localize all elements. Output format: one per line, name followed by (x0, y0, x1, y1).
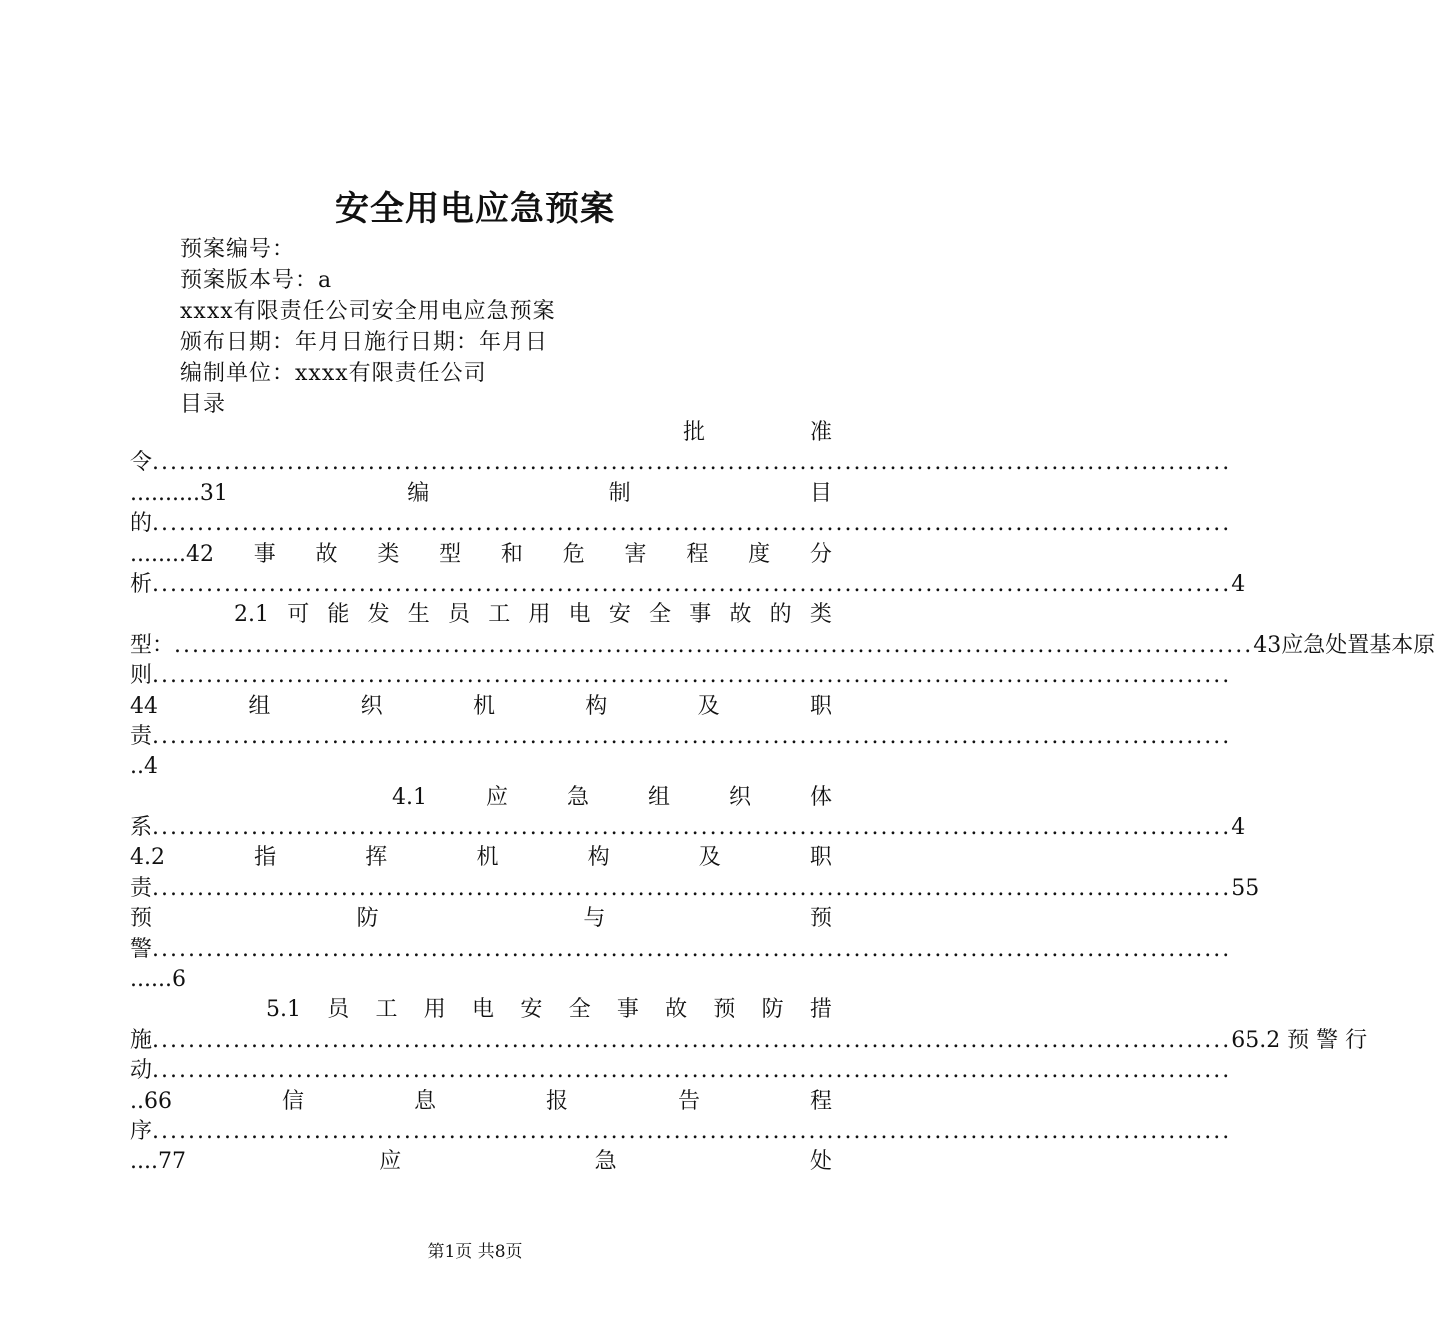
toc-char: 报 (545, 1088, 568, 1114)
toc-char: 应 (379, 1149, 402, 1175)
toc-char: 预 (809, 906, 832, 932)
toc-entry-text: 警 (130, 936, 153, 962)
plan-number: 预案编号： (180, 237, 296, 262)
toc-row (130, 783, 832, 813)
toc-char: 可 (287, 602, 310, 628)
toc-char: 和 (500, 541, 523, 567)
toc-char: 措 (809, 997, 832, 1023)
toc-row (130, 1117, 1232, 1147)
toc-char: 批 (683, 420, 706, 445)
toc-page-number: ........42 (130, 541, 214, 567)
toc-char: 构 (587, 845, 610, 871)
toc-page-number: 44 (130, 693, 158, 719)
toc-page-number: 4 (1231, 571, 1246, 597)
toc-entry-text: 的 (130, 511, 153, 537)
toc-char: 工 (375, 997, 398, 1023)
toc-row (130, 722, 1232, 752)
toc-row (130, 935, 1232, 965)
toc-row (130, 752, 832, 782)
toc-entry-text: 动 (130, 1058, 153, 1084)
toc-char: 类 (377, 541, 400, 567)
toc-char: 电 (472, 997, 495, 1023)
toc-char: 职 (809, 693, 832, 719)
document-title: 安全用电应急预案 (335, 189, 615, 229)
toc-leader-dots: ........................................................................................................................ (152, 723, 1232, 749)
toc-char: 员 (448, 602, 471, 628)
toc-char: 应 (485, 784, 508, 810)
toc-char: 危 (562, 541, 585, 567)
toc-char: 防 (761, 997, 784, 1023)
toc-row (130, 418, 832, 448)
toc-row (130, 1056, 1232, 1086)
toc-char: 机 (472, 693, 495, 719)
toc-row (130, 631, 1435, 661)
toc-entry-text: 令 (130, 450, 153, 476)
toc-row (130, 813, 1246, 843)
toc-row (130, 995, 832, 1025)
toc-page-number: ..........31 (130, 480, 228, 506)
toc-char: 机 (476, 845, 499, 871)
toc-row (130, 843, 832, 873)
toc-entry-text: 责 (130, 723, 153, 749)
toc-char: 事 (253, 541, 276, 567)
toc-page-number: 4 (1231, 815, 1246, 841)
toc-char: 电 (568, 602, 591, 628)
plan-dates: 颁布日期：年月日施行日期：年月日 (180, 330, 549, 355)
toc-row (130, 904, 832, 934)
toc-page-number: ....77 (130, 1149, 186, 1175)
toc-row (130, 1026, 1368, 1056)
toc-leader-dots: ........................................................................................................................ (152, 875, 1232, 901)
toc-char: 织 (360, 693, 383, 719)
toc-leader-dots: ........................................................................................................................ (152, 571, 1232, 597)
toc-char: 事 (689, 602, 712, 628)
toc-char: 事 (616, 997, 639, 1023)
toc-char: 体 (809, 784, 832, 810)
toc-page-number: ......6 (130, 967, 186, 993)
toc-char: 类 (809, 602, 832, 628)
toc-page-number: 55 (1231, 875, 1260, 901)
toc-leader-dots: ........................................................................................................................ (152, 1118, 1232, 1144)
toc-row (130, 600, 832, 630)
toc-entry-text: 析 (130, 571, 153, 597)
toc-char: 息 (413, 1088, 436, 1114)
table-of-contents (130, 418, 1435, 1178)
toc-char: 用 (528, 602, 551, 628)
toc-page-number: 2.1 (234, 602, 269, 628)
toc-leader-dots: ........................................................................................................................ (152, 1058, 1232, 1084)
toc-char: 员 (327, 997, 350, 1023)
toc-char: 故 (665, 997, 688, 1023)
document-meta (180, 234, 556, 420)
toc-entry-text: 型： (130, 632, 175, 658)
toc-char: 处 (809, 1149, 832, 1175)
toc-char: 预 (130, 906, 153, 932)
toc-char: 的 (769, 602, 792, 628)
toc-char: 分 (809, 541, 832, 567)
toc-row (130, 1147, 832, 1177)
toc-char: 度 (748, 541, 771, 567)
toc-row (130, 692, 832, 722)
toc-char: 用 (423, 997, 446, 1023)
toc-leader-dots: ........................................................................................................................ (152, 511, 1232, 537)
plan-author-unit: 编制单位：xxxx有限责任公司 (180, 361, 487, 386)
toc-char: 组 (248, 693, 271, 719)
toc-char: 告 (677, 1088, 700, 1114)
toc-leader-dots: ........................................................................................................................ (152, 936, 1232, 962)
toc-char: 生 (407, 602, 430, 628)
toc-page-number: 4.2 (130, 845, 165, 871)
toc-char: 故 (729, 602, 752, 628)
toc-char: 害 (624, 541, 647, 567)
toc-row (130, 874, 1260, 904)
toc-char: 急 (594, 1149, 617, 1175)
toc-heading: 目录 (180, 392, 227, 417)
toc-entry-text: 序 (130, 1118, 153, 1144)
toc-char: 发 (367, 602, 390, 628)
toc-row (130, 540, 832, 570)
toc-char: 程 (686, 541, 709, 567)
toc-leader-dots: ........................................................................................................................ (152, 1027, 1232, 1053)
plan-version: 预案版本号：a (180, 268, 333, 293)
toc-char: 准 (809, 420, 832, 445)
toc-char: 工 (488, 602, 511, 628)
toc-char: 防 (356, 906, 379, 932)
toc-char: 指 (254, 845, 277, 871)
toc-page-number: ..66 (130, 1088, 172, 1114)
toc-char: 安 (608, 602, 631, 628)
toc-entry-text: 则 (130, 663, 153, 689)
toc-page-number: 4.1 (392, 784, 427, 810)
toc-char: 能 (327, 602, 350, 628)
toc-char: 挥 (365, 845, 388, 871)
toc-char: 目 (809, 480, 832, 506)
toc-char: 编 (407, 480, 430, 506)
toc-page-number: 43应急处置基本原 (1253, 632, 1435, 658)
toc-char: 组 (647, 784, 670, 810)
toc-leader-dots: ........................................................................................................................ (152, 815, 1232, 841)
toc-char: 信 (281, 1088, 304, 1114)
toc-char: 型 (439, 541, 462, 567)
toc-row (130, 479, 832, 509)
toc-row (130, 570, 1246, 600)
toc-leader-dots: ........................................................................................................................ (174, 632, 1254, 658)
toc-page-number: 65.2 预 警 行 (1231, 1027, 1368, 1053)
toc-char: 及 (698, 845, 721, 871)
toc-char: 职 (809, 845, 832, 871)
plan-company-title: xxxx有限责任公司安全用电应急预案 (180, 299, 556, 324)
toc-char: 预 (713, 997, 736, 1023)
toc-char: 制 (608, 480, 631, 506)
toc-char: 织 (728, 784, 751, 810)
toc-entry-text: 施 (130, 1027, 153, 1053)
toc-char: 构 (585, 693, 608, 719)
toc-page-number: 5.1 (266, 997, 301, 1023)
toc-char: 程 (809, 1088, 832, 1114)
toc-page-number: ..4 (130, 754, 158, 780)
toc-leader-dots: ........................................................................................................................ (152, 663, 1232, 689)
toc-char: 急 (566, 784, 589, 810)
toc-row (130, 448, 1232, 478)
toc-entry-text: 系 (130, 815, 153, 841)
toc-char: 与 (583, 906, 606, 932)
toc-char: 及 (697, 693, 720, 719)
toc-char: 故 (315, 541, 338, 567)
toc-row (130, 965, 832, 995)
toc-row (130, 1087, 832, 1117)
page-footer: 第1页 共8页 (427, 1242, 523, 1262)
toc-char: 全 (649, 602, 672, 628)
toc-char: 安 (520, 997, 543, 1023)
toc-char: 全 (568, 997, 591, 1023)
toc-entry-text: 责 (130, 875, 153, 901)
toc-row (130, 509, 1232, 539)
toc-row (130, 661, 1232, 691)
toc-leader-dots: ........................................................................................................................ (152, 450, 1232, 476)
